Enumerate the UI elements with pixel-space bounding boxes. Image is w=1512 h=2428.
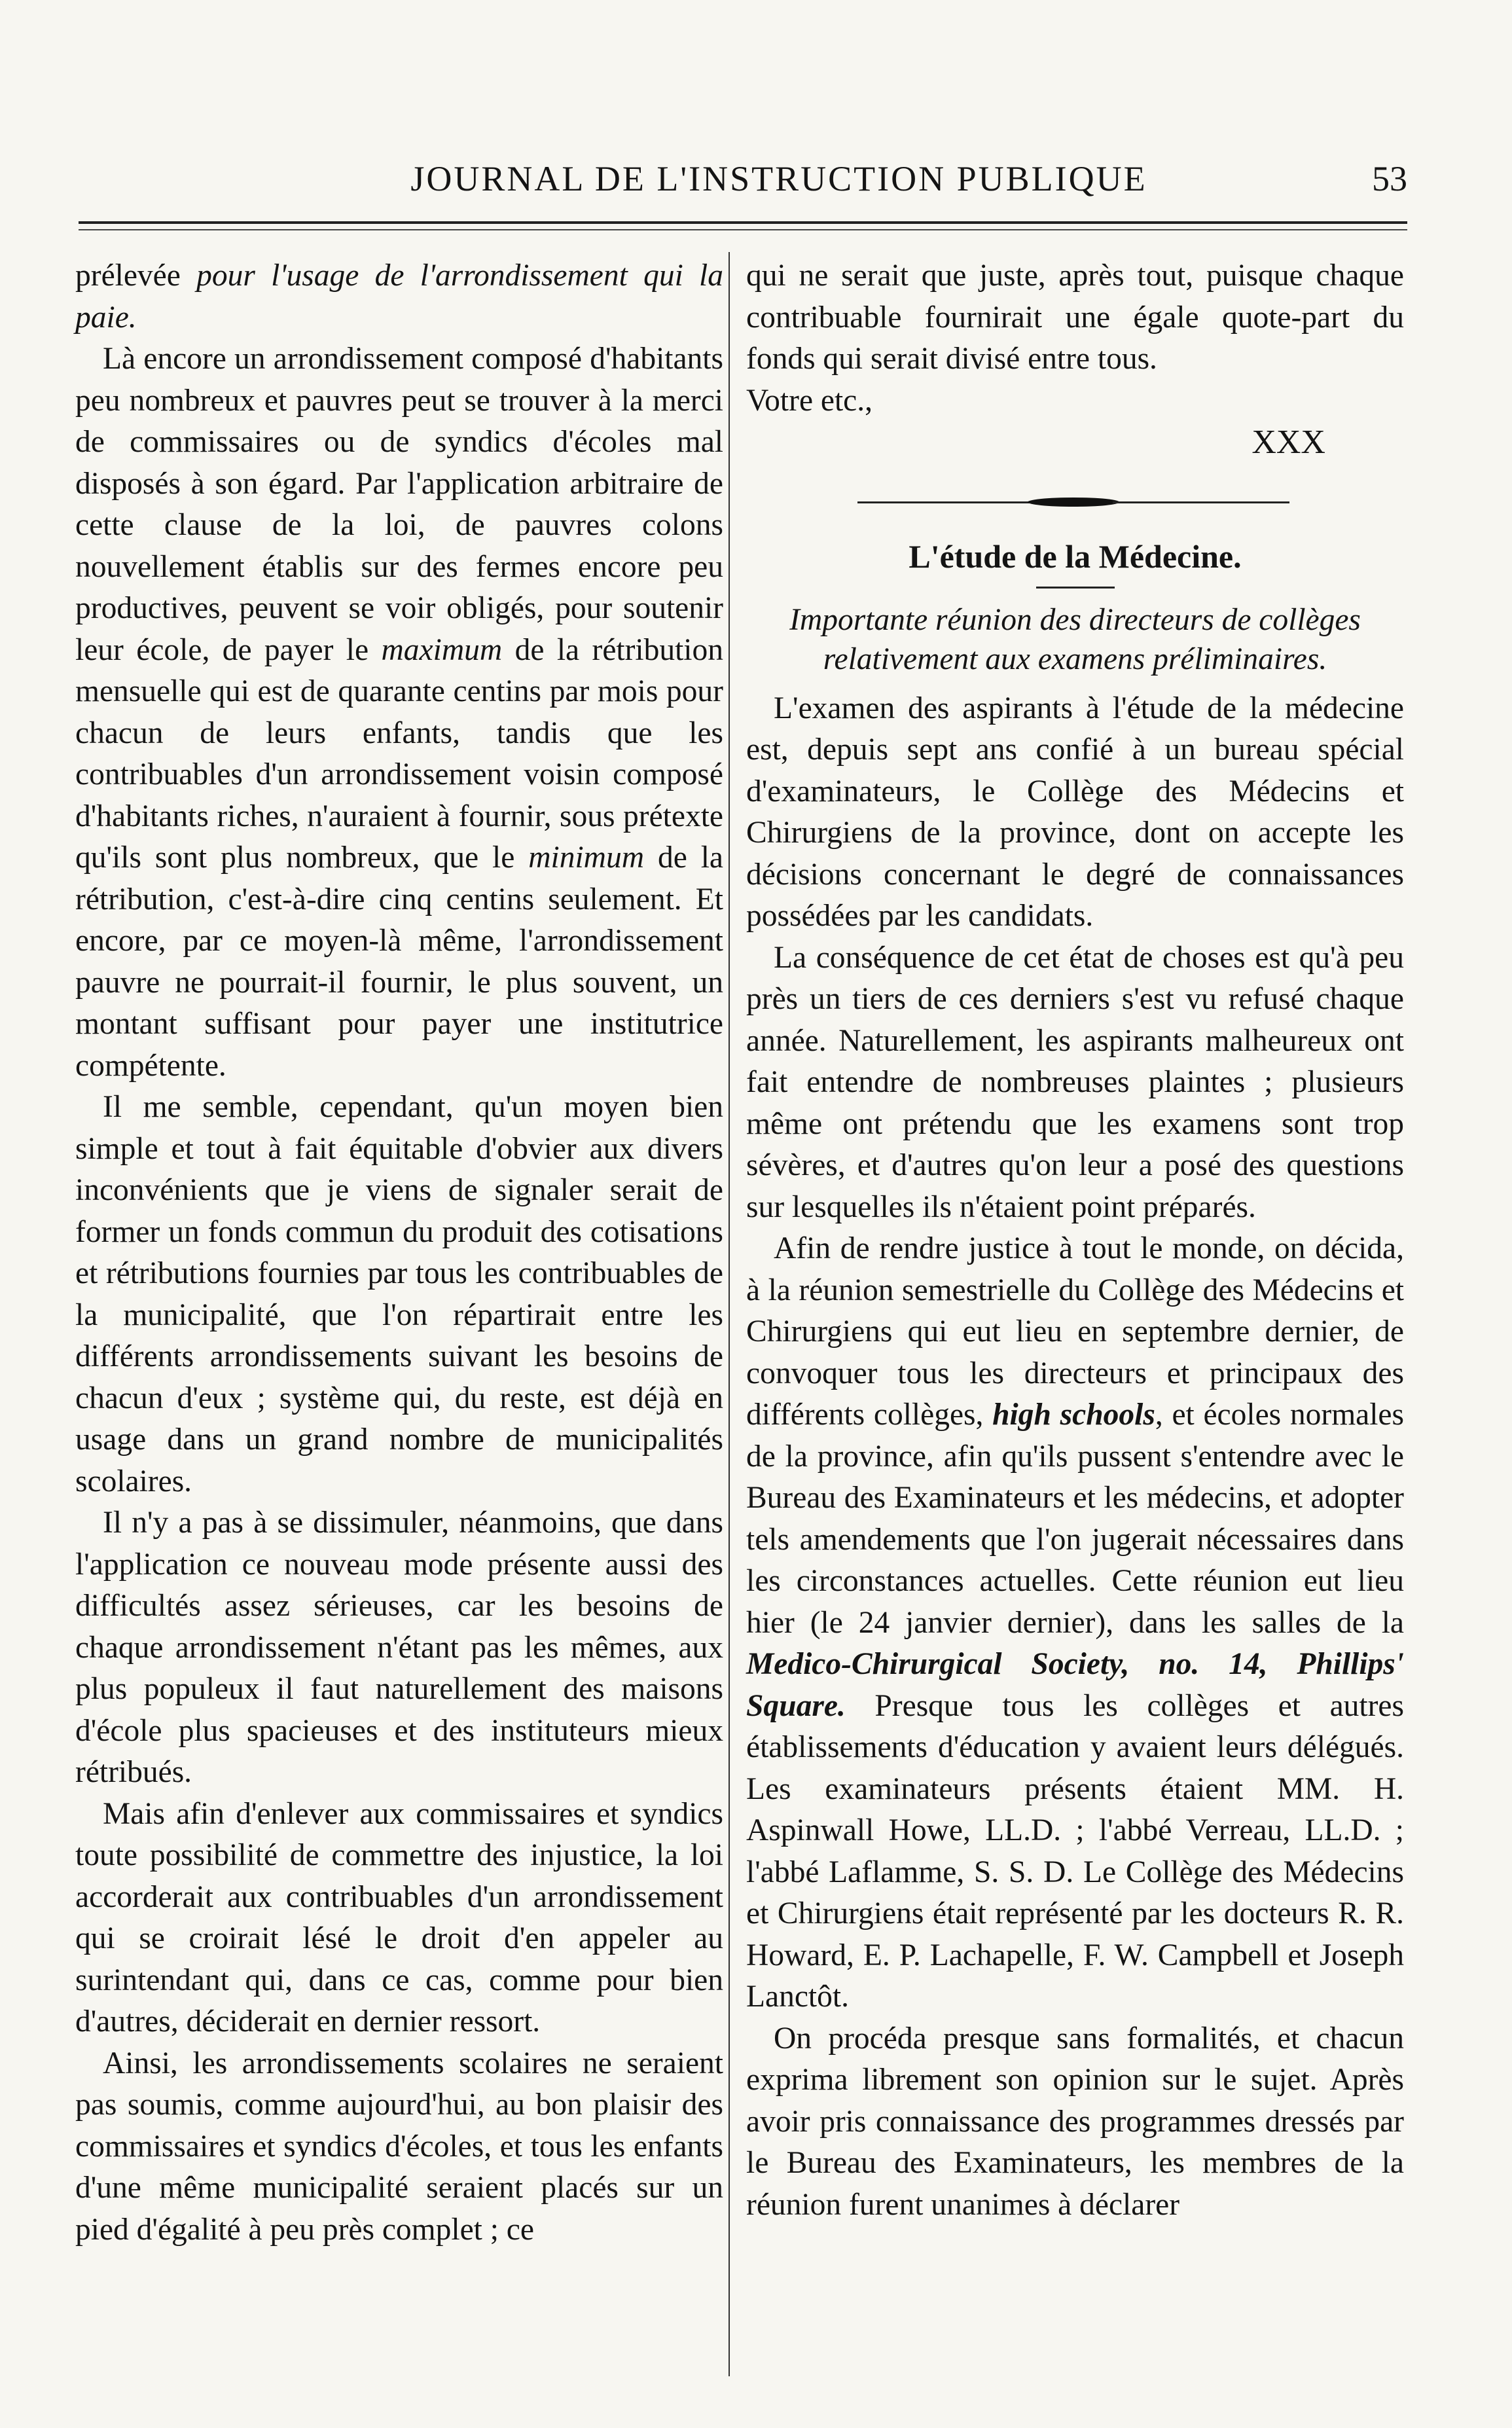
italic-venue-name: Medico-Chirurgical Society, no. 14, Phillips' Square.: [746, 1647, 1404, 1723]
section-title: L'étude de la Médecine.: [909, 537, 1242, 575]
paragraph: Mais afin d'enlever aux commissaires et syndics toute possibilité de commettre des injustice, la loi accorderait aux contribuables d'un arrondissement qui se croirait lésé le droit d'en appeler au surintendant qui, dans ce cas, comme pour bien d'autres, déciderait en dernier ressort.: [75, 1796, 723, 2038]
journal-title: JOURNAL DE L'INSTRUCTION PUBLIQUE: [410, 159, 1147, 198]
italic-term-high-schools: high schools: [992, 1398, 1155, 1432]
right-column: [746, 255, 1404, 2226]
paragraph-text: Presque tous les collèges et autres établissements d'éducation y avaient leurs délégués. Les examinateurs présents étaient MM. H. Aspinwall Howe, LL.D. ; l'abbé Verreau, LL.D. ; l'abbé Laflamme, S. S. D. Le Collège des Médecins et Chirurgiens était représenté par les docteurs R. R. Howard, E. P. Lachapelle, F. W. Campbell et Joseph Lanctôt.: [746, 1688, 1404, 2014]
letter-closing: Votre etc.,: [746, 383, 873, 418]
paragraph: L'examen des aspirants à l'étude de la médecine est, depuis sept ans confié à un bureau spécial d'examinateurs, le Collège des Médecins et Chirurgiens de la province, dont on accepte les décisions concernant le degré de connaissances possédées par les candidats.: [746, 691, 1404, 933]
paragraph: [746, 1228, 1404, 2018]
ornament-bulge: [1028, 498, 1119, 507]
header-rule-thin: [79, 229, 1407, 230]
paragraph-text: Là encore un arrondissement composé d'habitants peu nombreux et pauvres peut se trouver à la merci de commissaires ou de syndics d'écoles mal disposés à son égard. Par l'application arbitraire de cette clause de la loi, de pauvres colons nouvellement établis sur des fermes encore peu productives, peuvent se voir obligés, pour soutenir leur école, de payer le: [75, 342, 723, 667]
letter-signature: XXX: [1251, 424, 1325, 461]
paragraph: qui ne serait que juste, après tout, puisque chaque contribuable fournirait une égale quote-part du fonds qui serait divisé entre tous.: [746, 259, 1404, 376]
paragraph: Il me semble, cependant, qu'un moyen bien simple et tout à fait équitable d'obvier aux divers inconvénients que je viens de signaler serait de former un fonds commun du produit des cotisations et rétributions fournies par tous les contribuables de la municipalité, que l'on répartirait entre les différents arrondissements suivant les besoins de chacun d'eux ; système qui, du reste, est déjà en usage dans un grand nombre de municipalités scolaires.: [75, 1090, 723, 1498]
paragraph: Ainsi, les arrondissements scolaires ne seraient pas soumis, comme aujourd'hui, au bon plaisir des commissaires et syndics d'écoles, et tous les enfants d'une même municipalité seraient placés sur un pied d'égalité à peu près complet ; ce: [75, 2046, 723, 2247]
paragraph: On procéda presque sans formalités, et chacun exprima librement son opinion sur le sujet. Après avoir pris connaissance des programmes dressés par le Bureau des Examinateurs, les membres de la réunion furent unanimes à déclarer: [746, 2021, 1404, 2222]
italic-term-minimum: minimum: [528, 841, 645, 875]
section-title-rule: [1036, 587, 1115, 589]
paragraph-text: prélevée: [75, 259, 197, 293]
column-divider: [729, 252, 730, 2376]
ornament-line-right: [1113, 501, 1289, 503]
ornament-line-left: [857, 501, 1034, 503]
paragraph: La conséquence de cet état de choses est qu'à peu près un tiers de ces derniers s'est vu refusé chaque année. Naturellement, les aspirants malheureux ont fait entendre de nombreuses plaintes ; plusieurs même ont prétendu que les examens sont trop sévères, et d'autres qu'on leur a posé des questions sur lesquelles ils n'étaient point préparés.: [746, 940, 1404, 1224]
paragraph-text: , et écoles normales de la province, afin qu'ils pussent s'entendre avec le Bureau des Examinateurs et les médecins, et adopter tels amendements que l'on jugerait nécessaires dans les circonstances actuelles. Cette réunion eut lieu hier (le 24 janvier dernier), dans les salles de la: [746, 1398, 1404, 1640]
paragraph: [75, 338, 723, 1087]
page-number: 53: [1372, 159, 1407, 198]
section-subtitle: Importante réunion des directeurs de collèges relativement aux examens préliminaires.: [789, 602, 1361, 676]
section-ornament: [746, 490, 1404, 516]
header-rule: [79, 221, 1407, 224]
paragraph-text: Afin de rendre justice à tout le monde, on décida, à la réunion semestrielle du Collège des Médecins et Chirurgiens qui eut lieu en septembre dernier, de convoquer tous les directeurs et principaux des différents collèges,: [746, 1231, 1404, 1432]
left-column: [75, 255, 723, 2251]
paragraph-text: de la rétribution mensuelle qui est de quarante centins par mois pour chacun de leurs enfants, tandis que les contribuables d'un arrondissement voisin composé d'habitants riches, n'auraient à fournir, sous prétexte qu'ils sont plus nombreux, que le: [75, 632, 724, 875]
paragraph-text: de la rétribution, c'est-à-dire cinq centins seulement. Et encore, par ce moyen-là même, l'arrondissement pauvre ne pourrait-il fournir, le plus souvent, un montant suffisant pour payer une institutrice compétente.: [75, 841, 723, 1083]
paragraph: Il n'y a pas à se dissimuler, néanmoins, que dans l'application ce nouveau mode présente aussi des difficultés assez sérieuses, car les besoins de chaque arrondissement n'étant pas les mêmes, aux plus populeux il faut naturellement des maisons d'école plus spacieuses et des instituteurs mieux rétribués.: [75, 1506, 723, 1789]
italic-text: pour l'usage de l'arrondissement qui la paie.: [75, 259, 723, 335]
paragraph: [75, 255, 723, 338]
running-head: [79, 156, 1407, 202]
italic-term-maximum: maximum: [381, 632, 503, 667]
